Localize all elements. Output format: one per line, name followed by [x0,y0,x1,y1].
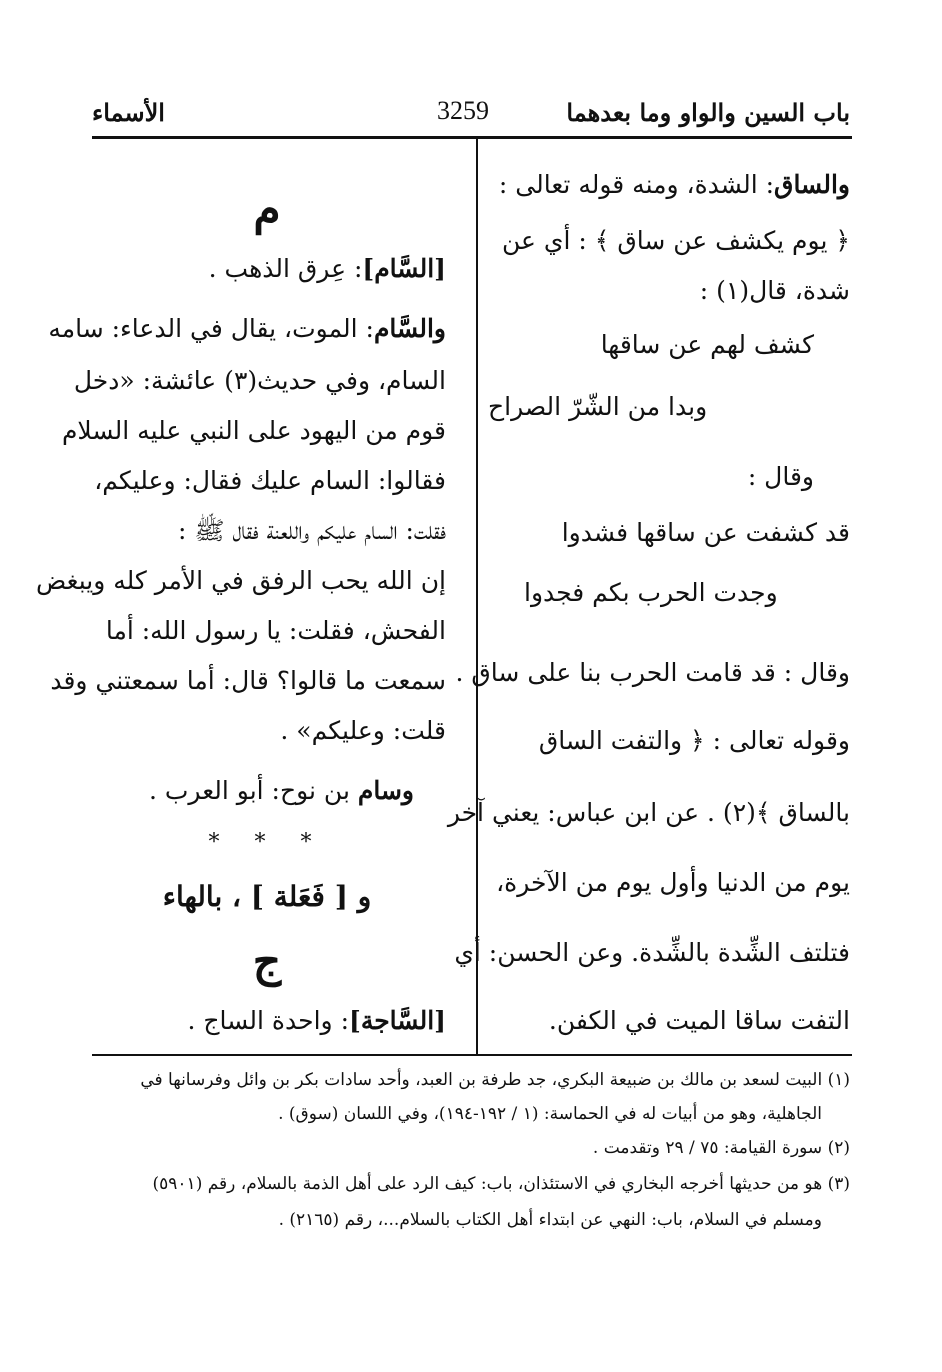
entry-sam-gold [88,252,446,286]
right-line-9: فتلتف الشِّدة بالشِّدة. وعن الحسن: أي [454,938,850,967]
letter-heading-jeem: ج [252,936,282,987]
right-line-10: التفت ساقا الميت في الكفن. [548,1006,850,1035]
term-wassam: والسَّام [373,314,446,343]
footnote-3-line-2: ومسلم في السلام، باب: النهي عن ابتداء أهل الكتاب بالسلام...، رقم (٢١٦٥) . [278,1210,822,1230]
left-line-9: قلت: وعليكم» . [280,716,446,745]
footnote-rule [92,1054,852,1056]
subheading-faala: و [ فَعَلة ] ، بالهاء [162,880,372,913]
left-line-2: السام، وفي حديث(٣) عائشة: «دخل [73,366,446,395]
right-line-3: شدة، قال(١) : [699,276,850,305]
entry-saja-text: : واحدة الساج . [187,1006,349,1035]
entry-sam-gold-text: : عِرق الذهب . [208,254,363,283]
verse-3: قد كشفت عن ساقها فشدوا [561,518,850,547]
page-header [92,92,850,132]
left-line-8: سمعت ما قالوا؟ قال: أما سمعتني وقد [50,666,446,695]
footnote-3-line-1: (٣) هو من حديثها أخرجه البخاري في الاستئذان، باب: كيف الرد على أهل الذمة بالسلام، رقم (٥٩٠١) [152,1174,850,1194]
column-divider [476,139,478,1054]
footnote-1-line-2: الجاهلية، وهو من أبيات له في الحماسة: (١ / ١٩٢-١٩٤)، وفي اللسان (سوق) . [278,1104,822,1124]
right-line-4-text: وقال : [747,462,814,491]
entry-saja [88,1004,446,1038]
footnote-1-line-1: (١) البيت لسعد بن مالك بن ضبيعة البكري، جد طرفة بن العبد، وأحد سادات بكر بن وائل وفرسانها في [140,1070,850,1090]
left-line-6: إن الله يحب الرفق في الأمر كله ويبغض [36,566,446,595]
right-line-8: يوم من الدنيا وأول يوم من الآخرة، [496,868,850,897]
section-title: الأسماء [92,98,165,127]
verse-2: وبدا من الشّرّ الصراح [488,392,708,421]
right-line-1-text: : الشدة، ومنه قوله تعالى : [498,170,775,199]
right-line-5: وقال : قد قامت الحرب بنا على ساق . [455,658,850,687]
left-line-4: فقالوا: السام عليك فقال: وعليكم، [94,466,446,495]
term-sam: [السَّام] [362,254,446,283]
page-number: 3259 [437,96,489,125]
verse-1: كشف لهم عن ساقها [600,330,814,359]
header-rule [92,136,852,139]
footnote-2: (٢) سورة القيامة: ٧٥ / ٢٩ وتقدمت . [592,1138,850,1158]
chapter-title: باب السين والواو وما بعدهما [566,98,850,127]
term-saq: والساق [774,170,850,199]
section-separator-stars: * * * [208,830,326,855]
letter-heading-meem: م [253,184,281,235]
right-line-1 [488,168,850,202]
entry-wasam [88,774,414,808]
left-line-5: فقلت: السام عليكم واللعنة فقال ﷺ : [178,516,446,545]
right-line-7: بالساق ﴾(٢) . عن ابن عباس: يعني آخر [447,798,850,827]
verse-4-text: وجدت الحرب بكم فجدوا [524,578,778,607]
entry-wasam-text: بن نوح: أبو العرب . [148,776,350,805]
left-line-3: قوم من اليهود على النبي عليه السلام [61,416,446,445]
right-line-2: ﴿ يوم يكشف عن ساق ﴾ : أي عن [502,226,850,255]
term-wasam: وسام [357,776,414,805]
entry-sam-death-text: : الموت، يقال في الدعاء: سامه [48,314,374,343]
left-line-7: الفحش، فقلت: يا رسول الله: أما [105,616,446,645]
term-saja: [السَّاجة] [349,1006,446,1035]
right-line-6: وقوله تعالى : ﴿ والتفت الساق [538,726,850,755]
entry-sam-death [48,312,446,346]
